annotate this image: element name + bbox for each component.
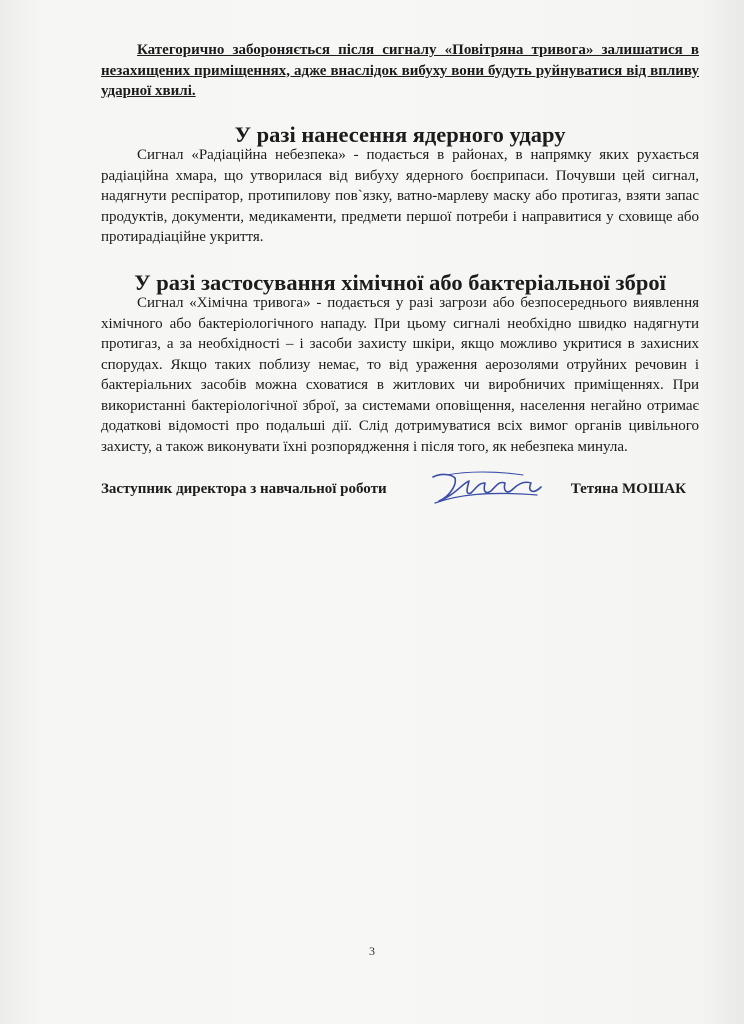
document-body xyxy=(101,40,699,507)
warning-paragraph: Категорично забороняється після сигналу «Повітряна тривога» залишатися в незахищених приміщеннях, адже внаслідок вибуху вони будуть руйнуватися від впливу ударної хвилі. xyxy=(101,42,699,99)
section-title-nuclear: У разі нанесення ядерного удару xyxy=(234,121,566,147)
section-body-nuclear: Сигнал «Радіаційна небезпека» - подається в районах, в напрямку яких рухається радіаційна хмара, що утворилася від вибуху ядерного боєприпаси. Почувши цей сигнал, надягнути респіратор, протипилову пов`язку, ватно-марлеву маску або протигаз, взяти запас продуктів, документи, медикаменти, предмети першої потреби і направитися у сховище або протирадіаційне укриття. xyxy=(101,147,699,245)
signature-block xyxy=(101,479,699,507)
handwritten-signature xyxy=(427,465,547,509)
page-number: 3 xyxy=(369,944,375,958)
section-body-chemical: Сигнал «Хімічна тривога» - подається у разі загрози або безпосереднього виявлення хімічного або бактеріологічного нападу. При цьому сигналі необхідно швидко надягнути протигаз, а за необхідності – і засоби захисту шкіри, якщо можливо укритися в захисних спорудах. Якщо таких поблизу немає, то від ураження аерозолями отруйних речовин і бактеріальних засобів можна сховатися в житлових чи виробничих приміщеннях. При використанні бактеріологічної зброї, за системами оповіщення, населення негайно отримає додаткові відомості про подальші дії. Слід дотримуватися всіх вимог органів цивільного захисту, а також виконувати їхні розпорядження і після того, як небезпека минула. xyxy=(101,295,699,455)
section-title-chemical: У разі застосування хімічної або бактеріальної зброї xyxy=(134,269,666,295)
signatory-role: Заступник директора з навчальної роботи xyxy=(101,481,387,497)
signatory-name: Тетяна МОШАК xyxy=(570,481,686,497)
